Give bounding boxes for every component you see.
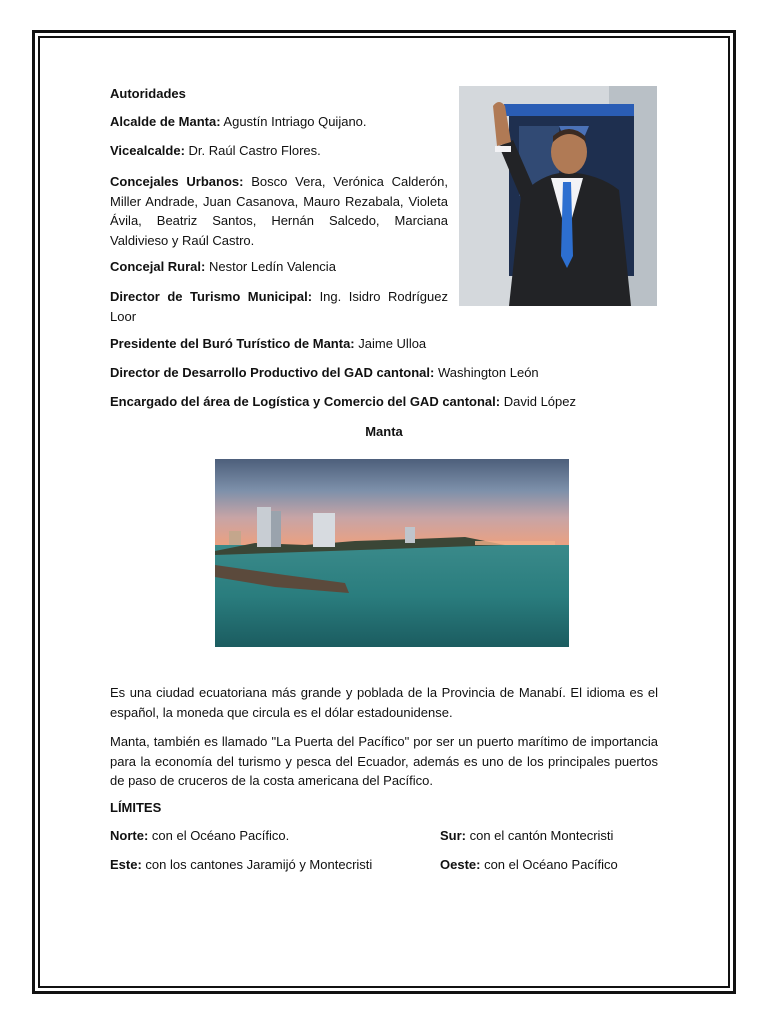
limit-east bbox=[110, 857, 372, 872]
logistics-line bbox=[110, 394, 576, 409]
limit-east-value: con los cantones Jaramijó y Montecristi bbox=[141, 857, 373, 872]
rural-councillor-value: Nestor Ledín Valencia bbox=[205, 259, 336, 274]
limit-north bbox=[110, 828, 289, 843]
vice-mayor-label: Vicealcalde: bbox=[110, 143, 185, 158]
city-port-paragraph: Manta, también es llamado "La Puerta del Pacífico" por ser un puerto marítimo de importancia para la economía del turismo y pesca del Ecuador, además es uno de los principales puertos de paso de cruceros de la costa americana del Pacífico. bbox=[110, 734, 658, 788]
buro-president-value: Jaime Ulloa bbox=[354, 336, 427, 351]
logistics-label: Encargado del área de Logística y Comercio del GAD cantonal: bbox=[110, 394, 501, 409]
buro-president-line bbox=[110, 336, 426, 351]
buro-president-label: Presidente del Buró Turístico de Manta: bbox=[110, 336, 355, 351]
limit-west bbox=[440, 857, 618, 872]
limit-west-value: con el Océano Pacífico bbox=[480, 857, 618, 872]
logistics-value: David López bbox=[500, 394, 576, 409]
vice-mayor-value: Dr. Raúl Castro Flores. bbox=[184, 143, 321, 158]
rural-councillor-line bbox=[110, 259, 336, 274]
tourism-director-label: Director de Turismo Municipal: bbox=[110, 289, 313, 304]
limit-north-value: con el Océano Pacífico. bbox=[148, 828, 290, 843]
limit-south bbox=[440, 828, 613, 843]
tourism-director-paragraph bbox=[110, 287, 448, 327]
limit-north-label: Norte: bbox=[110, 828, 149, 843]
dev-director-line bbox=[110, 365, 539, 380]
dev-director-value: Washington León bbox=[434, 365, 539, 380]
vice-mayor-line bbox=[110, 143, 321, 158]
mayor-photo bbox=[459, 86, 657, 306]
city-description-paragraph: Es una ciudad ecuatoriana más grande y poblada de la Provincia de Manabí. El idioma es el español, la moneda que circula es el dólar estadounidense. bbox=[110, 685, 658, 720]
rural-councillor-label: Concejal Rural: bbox=[110, 259, 206, 274]
authorities-heading: Autoridades bbox=[110, 86, 186, 101]
mayor-value: Agustín Intriago Quijano. bbox=[220, 114, 367, 129]
limits-heading: LÍMITES bbox=[110, 800, 162, 815]
mayor-line bbox=[110, 114, 367, 129]
limit-south-value: con el cantón Montecristi bbox=[466, 828, 614, 843]
urban-councillors-paragraph bbox=[110, 172, 448, 250]
limit-south-label: Sur: bbox=[440, 828, 466, 843]
limit-west-label: Oeste: bbox=[440, 857, 481, 872]
urban-councillors-value: Bosco Vera, Verónica Calderón, Miller Andrade, Juan Casanova, Mauro Rezabala, Violeta Ávila, Beatriz Santos, Hernán Salcedo, Marciana Valdivieso y Raúl Castro. bbox=[110, 174, 448, 248]
manta-coast-illustration bbox=[215, 459, 569, 647]
limit-east-label: Este: bbox=[110, 857, 142, 872]
mayor-label: Alcalde de Manta: bbox=[110, 114, 221, 129]
city-title: Manta bbox=[365, 424, 403, 439]
mayor-photo-illustration bbox=[459, 86, 657, 306]
dev-director-label: Director de Desarrollo Productivo del GAD cantonal: bbox=[110, 365, 435, 380]
urban-councillors-label: Concejales Urbanos: bbox=[110, 174, 244, 189]
manta-coast-photo bbox=[215, 459, 569, 647]
tourism-director-value: Ing. Isidro Rodríguez Loor bbox=[110, 289, 448, 324]
